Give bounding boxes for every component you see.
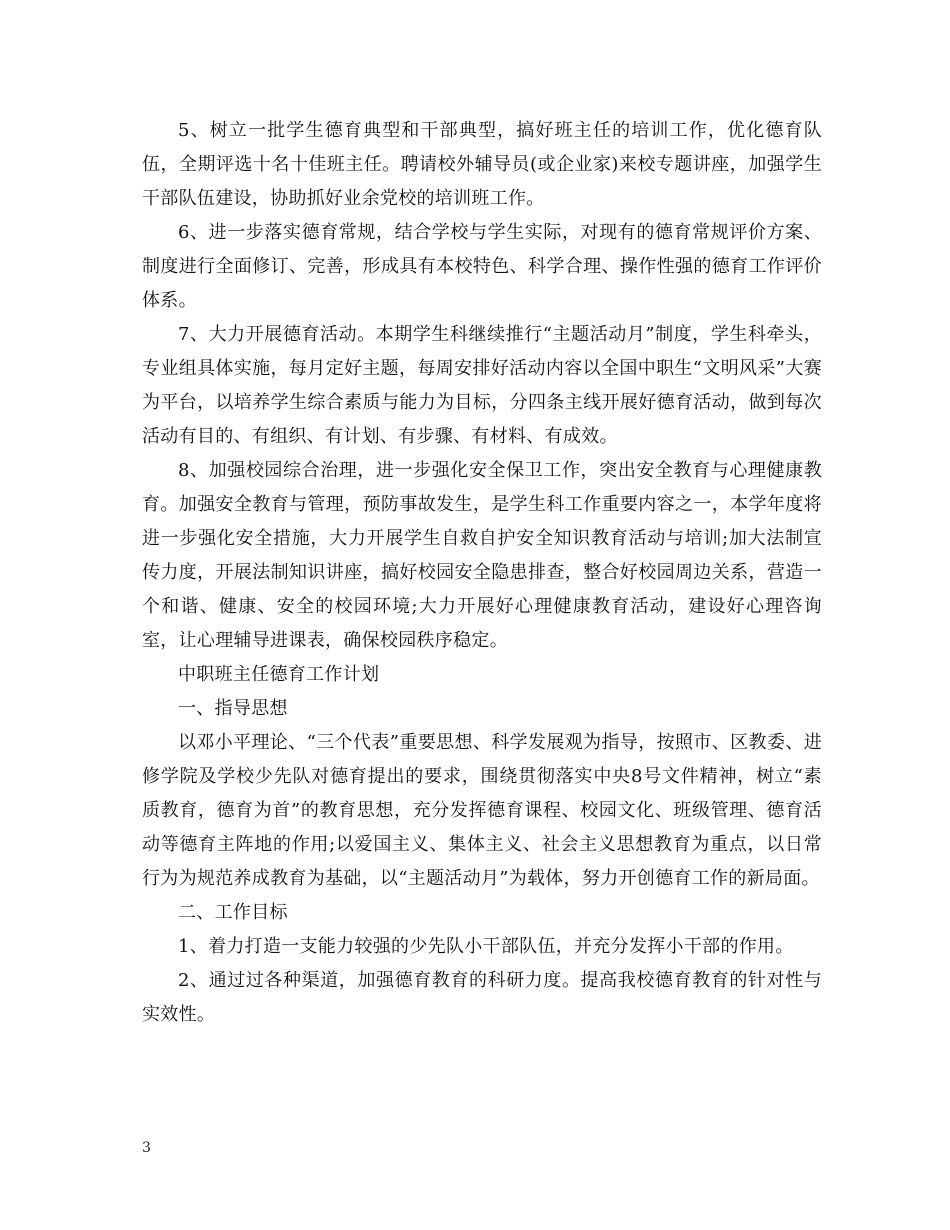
paragraph-item-6: 6、进一步落实德育常规，结合学校与学生实际，对现有的德育常规评价方案、制度进行全面修订、完善，形成具有本校特色、科学合理、操作性强的德育工作评价体系。: [142, 222, 822, 311]
document-body: [142, 114, 822, 1032]
section-heading-work-goals: 二、工作目标: [178, 902, 288, 923]
paragraph-item-8: 8、加强校园综合治理，进一步强化安全保卫工作，突出安全教育与心理健康教育。加强安全教育与管理，预防事故发生，是学生科工作重要内容之一，本学年度将进一步强化安全措施，大力开展学生自救自护安全知识教育活动与培训;加大法制宣传力度，开展法制知识讲座，搞好校园安全隐患排查，整合好校园周边关系，营造一个和谐、健康、安全的校园环境;大力开展好心理健康教育活动，建设好心理咨询室，让心理辅导进课表，确保校园秩序稳定。: [142, 460, 822, 651]
page-number: 3: [142, 1140, 151, 1156]
document-title: 中职班主任德育工作计划: [178, 664, 380, 685]
section-body-guiding-ideology: 以邓小平理论、“三个代表”重要思想、科学发展观为指导，按照市、区教委、进修学院及学校少先队对德育提出的要求，围绕贯彻落实中央8号文件精神，树立“素质教育，德育为首”的教育思想，充分发挥德育课程、校园文化、班级管理、德育活动等德育主阵地的作用;以爱国主义、集体主义、社会主义思想教育为重点，以日常行为为规范养成教育为基础，以“主题活动月”为载体，努力开创德育工作的新局面。: [142, 732, 822, 889]
paragraph-item-7: 7、大力开展德育活动。本期学生科继续推行“主题活动月”制度，学生科牵头，专业组具体实施，每月定好主题，每周安排好活动内容以全国中职生“文明风采”大赛为平台，以培养学生综合素质与能力为目标，分四条主线开展好德育活动，做到每次活动有目的、有组织、有计划、有步骤、有材料、有成效。: [142, 324, 822, 447]
goal-item-1: 1、着力打造一支能力较强的少先队小干部队伍，并充分发挥小干部的作用。: [178, 936, 794, 957]
paragraph-item-5: 5、树立一批学生德育典型和干部典型，搞好班主任的培训工作，优化德育队伍，全期评选十名十佳班主任。聘请校外辅导员(或企业家)来校专题讲座，加强学生干部队伍建设，协助抓好业余党校的培训班工作。: [142, 120, 822, 209]
section-heading-guiding-ideology: 一、指导思想: [178, 698, 288, 719]
goal-item-2: 2、通过过各种渠道，加强德育教育的科研力度。提高我校德育教育的针对性与实效性。: [142, 970, 822, 1025]
